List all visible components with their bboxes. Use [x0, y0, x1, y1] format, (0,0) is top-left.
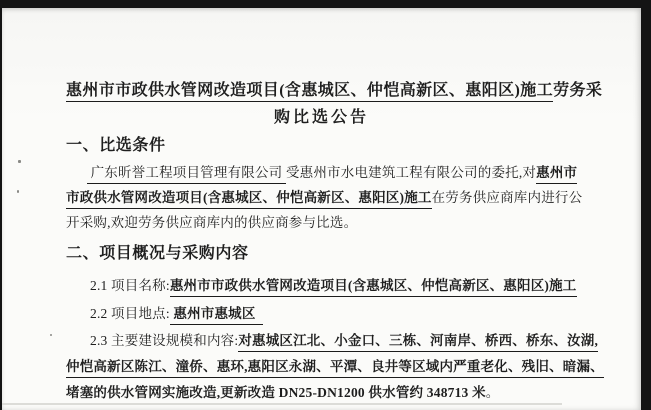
scan-artifact-speck	[50, 334, 52, 336]
text-segment: 受惠州市水电建筑工程有限公司的委托,对	[285, 165, 537, 180]
text-segment: 堵塞的供水管网实施改造,更新改造 DN25-DN1200 供水管约 348713 米	[66, 384, 486, 404]
text-segment: 广东昕誉工程项目管理有限公司	[87, 164, 286, 184]
text-segment: 惠州市市政供水管网改造项目(含惠城区、仲恺高新区、惠阳区)施工	[170, 277, 577, 297]
item-project-scope-continuation	[66, 358, 604, 378]
text-segment: 2.3 主要建设规模和内容:	[90, 333, 239, 348]
text-segment: 开采购,欢迎劳务供应商库内的供应商参与比选。	[66, 215, 358, 230]
text-segment: 惠州市市政供水管网改造项目(含惠城区、仲恺高新区、惠阳区)施工	[66, 82, 553, 102]
item-project-scope	[90, 332, 598, 352]
text-segment: 一、比选条件	[66, 137, 166, 154]
text-segment: 市政供水管网改造项目(含惠城区、仲恺高新区、惠阳区)施工	[66, 189, 432, 209]
text-segment: 劳务采	[553, 82, 603, 99]
paragraph-line	[66, 189, 582, 209]
scan-artifact-speck	[18, 160, 21, 163]
text-segment: 在劳务供应商库内进行公	[431, 190, 583, 205]
document-title-line-1	[66, 82, 602, 102]
section-1-heading	[66, 137, 166, 155]
item-project-location	[90, 305, 263, 325]
paragraph-line	[87, 164, 577, 184]
section-2-heading	[66, 245, 249, 263]
text-segment: 对惠城区江北、小金口、三栋、河南岸、桥西、桥东、汝湖,	[238, 332, 598, 352]
text-segment: 2.2 项目地点:	[90, 306, 170, 321]
paragraph-line	[66, 214, 357, 232]
text-segment: 仲恺高新区陈江、潼侨、惠环,惠阳区永湖、平潭、良井等区域内严重老化、残旧、暗漏、	[66, 358, 604, 378]
document-page	[2, 8, 641, 410]
text-segment: 惠州市	[536, 164, 577, 184]
item-project-scope-continuation	[66, 384, 499, 404]
item-project-name	[90, 277, 577, 297]
document-title-line-2	[2, 109, 641, 127]
text-segment: 。	[485, 385, 500, 400]
text-segment: 惠州市惠城区	[170, 305, 263, 325]
scan-artifact-speck	[17, 190, 19, 193]
text-segment: 购比选公告	[273, 109, 369, 126]
text-segment: 2.1 项目名称:	[90, 278, 170, 293]
scan-shadow-line	[2, 403, 562, 405]
text-segment: 二、项目概况与采购内容	[66, 245, 249, 262]
